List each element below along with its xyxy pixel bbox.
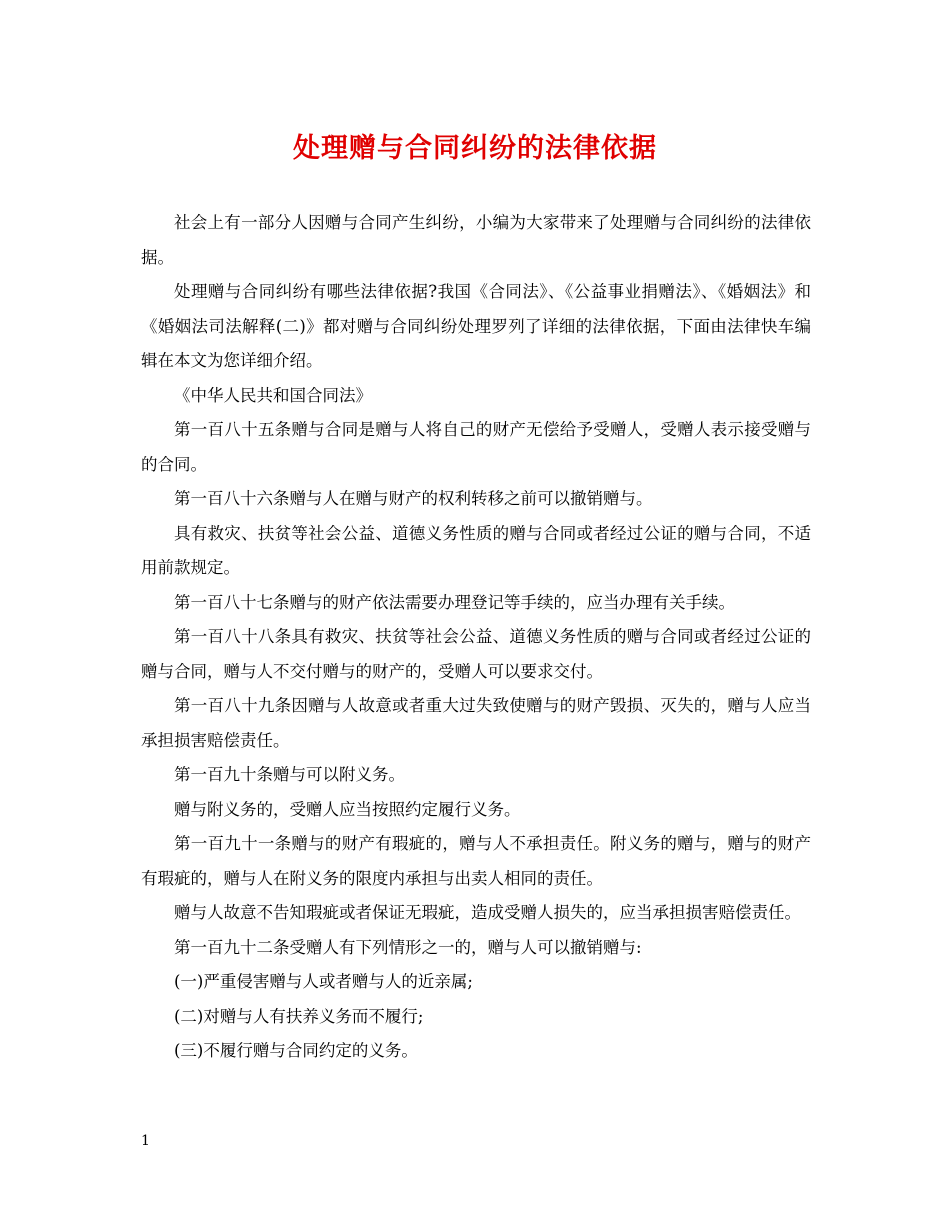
paragraph-article-190-obligation: 赠与附义务的，受赠人应当按照约定履行义务。 bbox=[174, 799, 521, 819]
list-item-2: (二)对赠与人有扶养义务而不履行; bbox=[174, 1006, 424, 1026]
paragraph-article-188: 第一百八十八条具有救灾、扶贫等社会公益、道德义务性质的赠与合同或者经过公证的赠与合同，赠与人不交付赠与的财产的，受赠人可以要求交付。 bbox=[141, 627, 811, 681]
paragraph-article-186-exception: 具有救灾、扶贫等社会公益、道德义务性质的赠与合同或者经过公证的赠与合同，不适用前款规定。 bbox=[141, 523, 811, 577]
document-body bbox=[141, 206, 811, 1069]
page-number: 1 bbox=[141, 1133, 150, 1149]
paragraph-article-186: 第一百八十六条赠与人在赠与财产的权利转移之前可以撤销赠与。 bbox=[174, 489, 653, 508]
paragraph-article-191: 第一百九十一条赠与的财产有瑕疵的，赠与人不承担责任。附义务的赠与，赠与的财产有瑕疵的，赠与人在附义务的限度内承担与出卖人相同的责任。 bbox=[141, 834, 811, 888]
paragraph-article-192: 第一百九十二条受赠人有下列情形之一的，赠与人可以撤销赠与: bbox=[174, 937, 642, 957]
paragraph-article-189: 第一百八十九条因赠与人故意或者重大过失致使赠与的财产毁损、灭失的，赠与人应当承担损害赔偿责任。 bbox=[141, 696, 811, 750]
paragraph-article-185: 第一百八十五条赠与合同是赠与人将自己的财产无偿给予受赠人，受赠人表示接受赠与的合同。 bbox=[141, 420, 811, 474]
document-title: 处理赠与合同纠纷的法律依据 bbox=[293, 133, 657, 164]
paragraph-law-heading: 《中华人民共和国合同法》 bbox=[174, 385, 372, 405]
paragraph-article-190: 第一百九十条赠与可以附义务。 bbox=[174, 765, 405, 784]
paragraph-article-187: 第一百八十七条赠与的财产依法需要办理登记等手续的，应当办理有关手续。 bbox=[174, 592, 735, 612]
paragraph-article-191-liability: 赠与人故意不告知瑕疵或者保证无瑕疵，造成受赠人损失的，应当承担损害赔偿责任。 bbox=[174, 903, 801, 922]
list-item-3: (三)不履行赠与合同约定的义务。 bbox=[174, 1041, 418, 1060]
list-item-1: (一)严重侵害赠与人或者赠与人的近亲属; bbox=[174, 972, 473, 991]
paragraph-legal-basis: 处理赠与合同纠纷有哪些法律依据?我国《合同法》、《公益事业捐赠法》、《婚姻法》和《婚姻法司法解释(二)》都对赠与合同纠纷处理罗列了详细的法律依据，下面由法律快车编辑在本文为您详细介绍。 bbox=[141, 282, 811, 370]
paragraph-intro: 社会上有一部分人因赠与合同产生纠纷，小编为大家带来了处理赠与合同纠纷的法律依据。 bbox=[141, 213, 811, 267]
